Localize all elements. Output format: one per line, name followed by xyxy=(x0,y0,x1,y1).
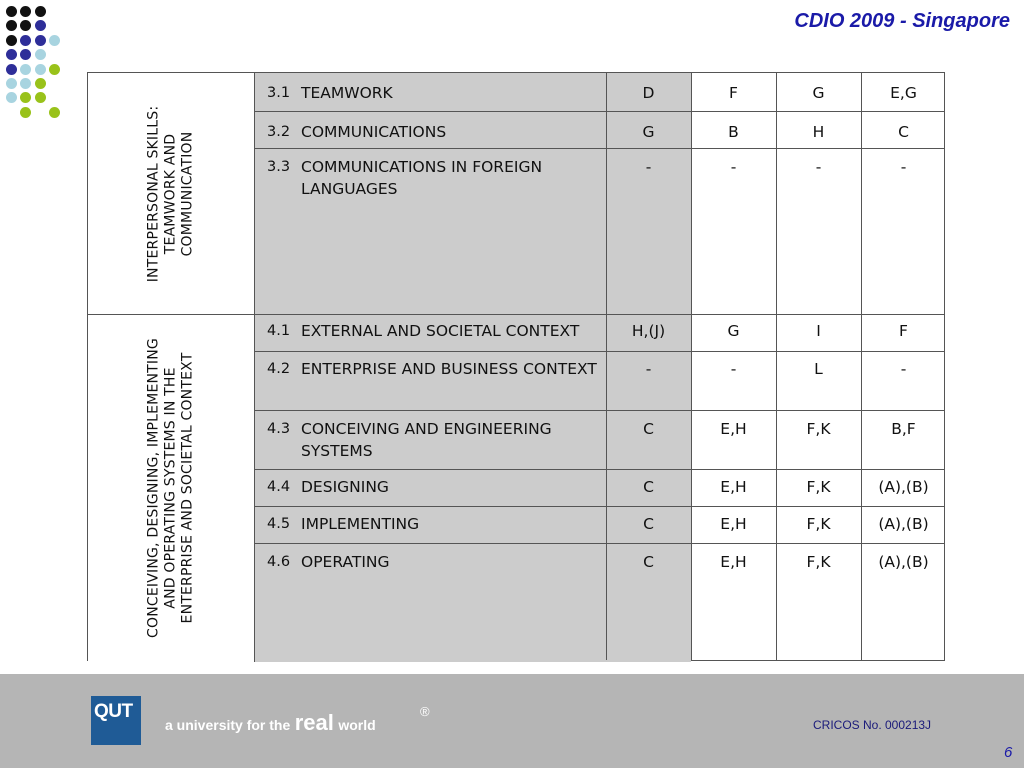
table-row xyxy=(255,543,944,662)
decorative-dot xyxy=(6,49,17,60)
decorative-dot xyxy=(35,78,46,89)
mapping-value: (A),(B) xyxy=(878,478,929,496)
table-row xyxy=(255,506,944,543)
decorative-dot xyxy=(6,64,17,75)
mapping-value: F xyxy=(729,84,738,102)
mapping-value: H xyxy=(812,123,825,141)
decorative-dot xyxy=(6,20,17,31)
mapping-value: E,H xyxy=(720,420,747,438)
mapping-value: - xyxy=(900,360,907,378)
tagline xyxy=(165,710,376,736)
table-row xyxy=(255,410,944,469)
decorative-dot-grid xyxy=(6,6,78,118)
group-label: CONCEIVING, DESIGNING, IMPLEMENTING AND OPERATING SYSTEMS IN THE ENTERPRISE AND SOCIETAL CONTEXT xyxy=(145,338,196,638)
skill-name: OPERATING xyxy=(301,553,390,571)
skill-number: 3.1 xyxy=(267,85,291,101)
table-row xyxy=(255,351,944,410)
registered-mark: ® xyxy=(420,704,430,719)
decorative-dot xyxy=(49,107,60,118)
table-row xyxy=(255,73,944,111)
mapping-value: F xyxy=(899,322,908,340)
decorative-dot xyxy=(49,35,60,46)
skill-name: IMPLEMENTING xyxy=(301,515,420,533)
mapping-value: F,K xyxy=(806,553,831,571)
decorative-dot xyxy=(35,64,46,75)
qut-logo-text: QUT xyxy=(94,701,133,722)
table-row xyxy=(255,148,944,314)
mapping-value: G xyxy=(812,84,825,102)
skill-number: 4.6 xyxy=(267,554,291,570)
decorative-dot xyxy=(6,6,17,17)
mapping-value: G xyxy=(727,322,740,340)
page-number: 6 xyxy=(1004,744,1013,761)
cricos-number: CRICOS No. 000213J xyxy=(813,718,932,732)
mapping-value: B,F xyxy=(891,420,916,438)
mapping-value: B xyxy=(728,123,739,141)
skill-name: COMMUNICATIONS xyxy=(301,123,447,141)
mapping-value: - xyxy=(645,360,652,378)
decorative-dot xyxy=(20,78,31,89)
mapping-value: E,H xyxy=(720,553,747,571)
skill-number: 4.2 xyxy=(267,361,291,377)
mapping-value: - xyxy=(730,158,737,176)
mapping-value: C xyxy=(898,123,909,141)
skill-name: EXTERNAL AND SOCIETAL CONTEXT xyxy=(301,322,580,340)
skill-number: 4.3 xyxy=(267,421,291,437)
table-row xyxy=(255,111,944,148)
skill-name: COMMUNICATIONS IN FOREIGN LANGUAGES xyxy=(301,158,543,198)
mapping-value: L xyxy=(814,360,823,378)
mapping-value: - xyxy=(730,360,737,378)
skill-number: 4.5 xyxy=(267,516,291,532)
decorative-dot xyxy=(6,78,17,89)
tagline-part-3: world xyxy=(338,717,376,733)
decorative-dot xyxy=(20,92,31,103)
mapping-value: F,K xyxy=(806,420,831,438)
mapping-value: E,G xyxy=(890,84,917,102)
skill-name: ENTERPRISE AND BUSINESS CONTEXT xyxy=(301,360,597,378)
decorative-dot xyxy=(6,35,17,46)
skill-name: DESIGNING xyxy=(301,478,389,496)
table-row xyxy=(255,469,944,506)
mapping-value: F,K xyxy=(806,515,831,533)
mapping-value: E,H xyxy=(720,478,747,496)
skill-name: CONCEIVING AND ENGINEERING SYSTEMS xyxy=(301,420,552,460)
mapping-value: E,H xyxy=(720,515,747,533)
decorative-dot xyxy=(35,49,46,60)
decorative-dot xyxy=(20,35,31,46)
decorative-dot xyxy=(35,35,46,46)
decorative-dot xyxy=(20,64,31,75)
decorative-dot xyxy=(49,64,60,75)
decorative-dot xyxy=(20,20,31,31)
table-row xyxy=(255,314,944,351)
mapping-value: - xyxy=(645,158,652,176)
skill-name: TEAMWORK xyxy=(301,84,393,102)
skill-number: 4.1 xyxy=(267,323,291,339)
cdio-skills-table xyxy=(87,72,945,661)
mapping-value: G xyxy=(642,123,655,141)
mapping-value: I xyxy=(816,322,821,340)
group-label-cell xyxy=(88,73,255,314)
decorative-dot xyxy=(20,107,31,118)
mapping-value: D xyxy=(642,84,655,102)
decorative-dot xyxy=(20,6,31,17)
skill-number: 3.2 xyxy=(267,124,291,140)
mapping-value: (A),(B) xyxy=(878,553,929,571)
qut-logo xyxy=(91,696,141,745)
mapping-value: H,(J) xyxy=(631,322,666,340)
decorative-dot xyxy=(35,92,46,103)
skill-number: 3.3 xyxy=(267,159,291,175)
decorative-dot xyxy=(35,6,46,17)
tagline-part-1: a university for the xyxy=(165,717,291,733)
decorative-dot xyxy=(20,49,31,60)
mapping-value: C xyxy=(643,553,654,571)
tagline-part-2: real xyxy=(294,710,334,735)
mapping-value: C xyxy=(643,420,654,438)
mapping-value: (A),(B) xyxy=(878,515,929,533)
mapping-value: C xyxy=(643,515,654,533)
mapping-value: F,K xyxy=(806,478,831,496)
group-label: INTERPERSONAL SKILLS: TEAMWORK AND COMMUNICATION xyxy=(145,105,196,282)
decorative-dot xyxy=(6,92,17,103)
mapping-value: - xyxy=(815,158,822,176)
decorative-dot xyxy=(35,20,46,31)
slide-title: CDIO 2009 - Singapore xyxy=(794,10,1010,32)
mapping-value: - xyxy=(900,158,907,176)
group-label-cell xyxy=(88,314,255,662)
mapping-value: C xyxy=(643,478,654,496)
skill-number: 4.4 xyxy=(267,479,291,495)
